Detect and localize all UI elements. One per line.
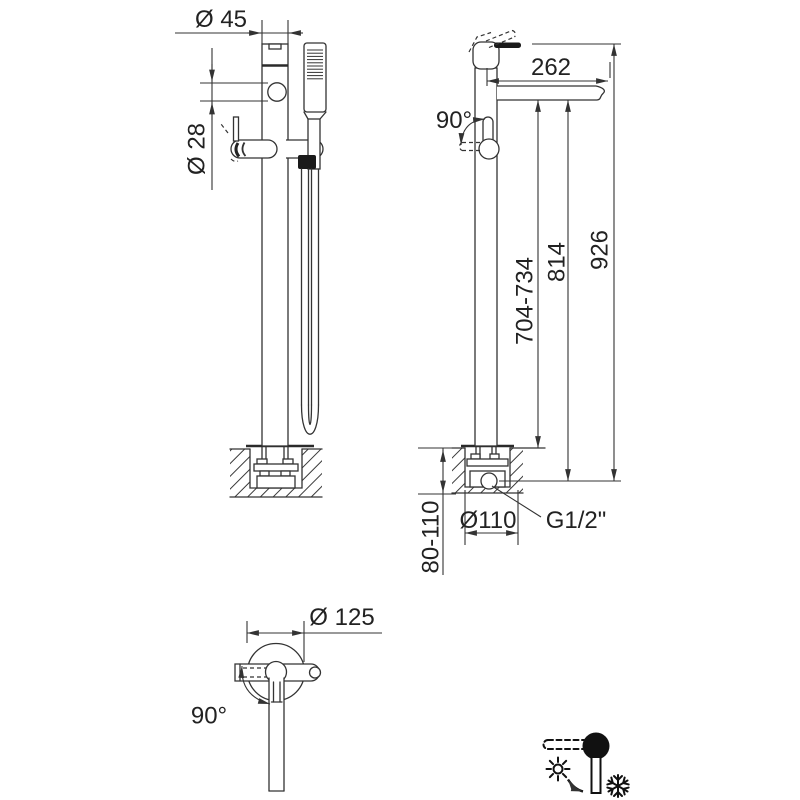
label-connection-thread: G1/2" — [545, 507, 607, 534]
side-view — [418, 31, 622, 576]
front-top-clip — [269, 44, 281, 49]
sun-icon — [547, 758, 570, 781]
front-faucet-body — [221, 43, 326, 446]
label-diverter-angle: 90° — [435, 107, 473, 134]
label-floor-to-spout: 704-734 — [511, 256, 539, 346]
label-diameter-45: Ø 45 — [194, 6, 248, 33]
label-swivel-angle: 90° — [190, 702, 228, 730]
dimension-column-diameter — [175, 6, 303, 44]
front-hose-connector — [298, 155, 316, 169]
label-swivel-diameter: Ø 125 — [309, 604, 375, 631]
snowflake-icon — [606, 775, 629, 797]
plan-handle-knob — [310, 667, 321, 678]
temperature-control-icon — [544, 733, 630, 798]
dimension-total-height — [587, 44, 615, 481]
dimension-base-diameter — [460, 490, 518, 545]
side-faucet-body — [436, 31, 605, 447]
dimension-spout-reach — [487, 54, 610, 86]
label-spout-reach: 262 — [530, 54, 572, 81]
dimension-spout-diameter — [184, 48, 269, 190]
handle-alt-position-dashed — [544, 740, 585, 749]
front-floor-section — [230, 446, 322, 497]
dimension-inlet-to-spout — [544, 100, 571, 481]
front-column — [262, 44, 288, 446]
inlet-connection — [481, 473, 497, 489]
front-mounting-kit — [254, 446, 298, 488]
front-view — [175, 6, 326, 497]
temperature-handle-icon — [583, 733, 610, 760]
hot-cold-rotation-arrow — [568, 780, 583, 792]
label-base-diameter: Ø110 — [459, 507, 517, 534]
plan-view — [191, 604, 382, 791]
dimension-floor-to-spout — [512, 100, 539, 448]
label-diameter-28: Ø 28 — [183, 122, 211, 176]
label-total-height: 926 — [586, 229, 614, 271]
plan-spout — [269, 678, 284, 791]
handle-stem-icon — [592, 757, 601, 793]
shower-hose — [302, 169, 319, 434]
front-spout-end — [268, 83, 286, 101]
side-diverter-joint — [479, 139, 499, 159]
front-lever-handle — [234, 117, 239, 141]
label-recess-depth: 80-110 — [417, 500, 445, 574]
side-floor-section — [452, 446, 545, 493]
dimension-recess-depth — [418, 448, 457, 575]
side-mounting-kit — [467, 446, 508, 489]
label-inlet-to-spout: 814 — [543, 241, 571, 283]
